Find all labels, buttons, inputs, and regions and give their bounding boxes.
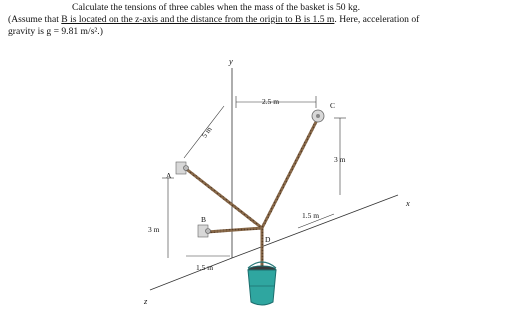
point-b-label: B bbox=[201, 215, 207, 224]
dim-left-label: 3 m bbox=[148, 225, 160, 234]
point-c-label: C bbox=[330, 101, 336, 110]
cable-bd bbox=[207, 228, 262, 232]
support-b bbox=[198, 225, 211, 237]
dim-right-vert-label: 3 m bbox=[334, 155, 346, 164]
basket bbox=[248, 262, 276, 305]
axis-y-label: y bbox=[229, 56, 233, 66]
support-c bbox=[312, 110, 324, 122]
dim-top-label: 2.5 m bbox=[262, 97, 280, 106]
dim-diag-label: 5 m bbox=[199, 124, 214, 140]
x-axis bbox=[232, 195, 398, 258]
dim-right-low-label: 1.5 m bbox=[302, 211, 320, 220]
axis-z-label: z bbox=[144, 296, 148, 306]
dim-bottom-label: 1.5 m bbox=[196, 263, 214, 272]
problem-line-2-prefix: (Assume that bbox=[8, 14, 62, 25]
cable-ad bbox=[185, 168, 262, 228]
problem-line-1: Calculate the tensions of three cables when the mass of the basket is 50 kg. bbox=[72, 2, 360, 13]
point-d-label: D bbox=[265, 235, 271, 244]
problem-line-2-suffix: . Here, acceleration of bbox=[334, 14, 420, 25]
problem-line-3: gravity is g = 9.81 m/s².) bbox=[8, 26, 103, 37]
point-a-label: A bbox=[166, 171, 172, 180]
axis-x-label: x bbox=[406, 198, 410, 208]
z-axis bbox=[150, 258, 232, 290]
support-a bbox=[176, 162, 189, 174]
problem-line-2-underlined: B is located on the z-axis and the distance from the origin to B is 1.5 m bbox=[61, 14, 335, 25]
